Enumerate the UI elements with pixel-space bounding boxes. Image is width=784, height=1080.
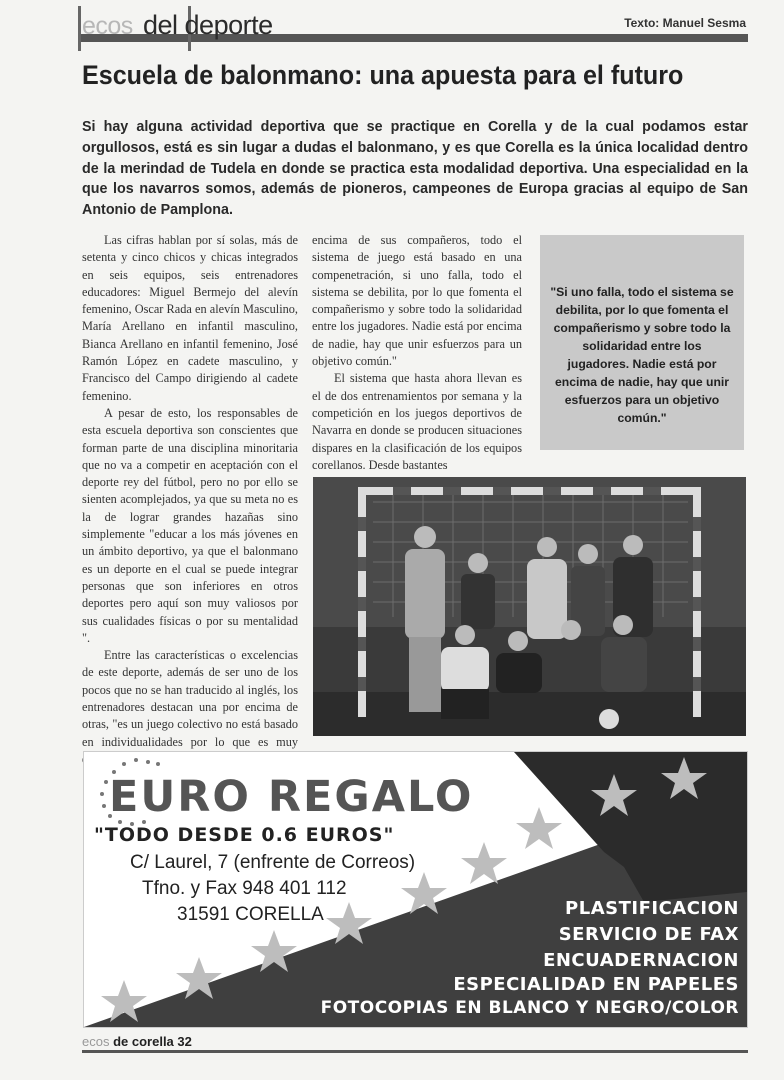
footer-rule (82, 1050, 748, 1053)
paragraph: El sistema que hasta ahora llevan es el de dos entrenamientos por semana y la competición en los juegos deportivos de Navarra en donde se producen situaciones dispares en la clasificación de los equipos corellanos. Desde bastantes (312, 371, 522, 472)
pull-quote-box (540, 235, 744, 450)
ad-service-item: SERVICIO DE FAX (558, 924, 739, 945)
paragraph: Las cifras hablan por sí solas, más de setenta y cinco chicos y chicas integrados en seis equipos, seis entrenadores educadores: Miguel Bermejo del alevín femenino, Oscar Rada en alevín Masculino, María Arellano en infantil masculino, Bianca Arellano en infantil femenino, José Ramón López en cadete masculino, y Francisco del Campo dirigiendo al cadete femenino. (82, 233, 298, 403)
article-column-2 (312, 232, 522, 474)
header-tick-mark (78, 6, 81, 51)
paragraph: A pesar de esto, los responsables de esta escuela deportiva son conscientes que forman parte de una disciplina minoritaria que no va a competir en aceptación con el deporte rey del fútbol, pero no por ello se sienten acomplejados, ya que su meta no es la de lograr grandes hazañas sino simplemente "educar a los más jóvenes en un ámbito deportivo, ya que el balonmano es un deporte en el cual se puede integrar personas que son inferiores en otros deportes pero aquí son muy valiosos por sus cualidades físicas o por su mentalidad ". (82, 405, 298, 645)
footer-ecos: ecos (82, 1034, 110, 1049)
ad-service-item: FOTOCOPIAS EN BLANCO Y NEGRO/COLOR (320, 998, 739, 1018)
paragraph: Entre las características o excelencias de este deporte, además de ser uno de los pocos que no se han traducido al inglés, los entrenadores destacan una por encima de otras, "es un juego colectivo no está basado en individualidades por lo que es muy (82, 648, 298, 749)
section-header (78, 6, 748, 46)
section-name-light: ecos (82, 12, 133, 40)
ad-address: C/ Laurel, 7 (enfrente de Correos) (130, 852, 416, 873)
section-name-dark: del deporte (143, 10, 273, 40)
team-photo (313, 477, 746, 736)
ad-slogan: "TODO DESDE 0.6 EUROS" (94, 824, 395, 846)
paragraph: encima de sus compañeros, todo el sistema de juego está basado en una compenetración, si uno falla, todo el sistema se debilita, por lo que fomenta el compañerismo y sobre todo la solidaridad entre los jugadores. Nadie está por encima de nadie, hay que unir esfuerzos para un objetivo común." (312, 233, 522, 369)
pull-quote-text: "Si uno falla, todo el sistema se debilita, por lo que fomenta el compañerismo y sobre todo la solidaridad entre los jugadores. Nadie está por encima de nadie, hay que unir esfuerzos para un objetivo común." (550, 285, 734, 425)
article-lead: Si hay alguna actividad deportiva que se practique en Corella y de la cual podamos estar orgullosos, está es sin lugar a dudas el balonmano, y es que Corella es la única localidad dentro de la merindad de Tudela en donde se practica esta modalidad deportiva. Una especialidad en la que los navarros somos, además de pioneros, campeones de Europa gracias al equipo de San Antonio de Pamplona. (82, 119, 748, 219)
team-photo-image (313, 477, 746, 736)
author-credit: Texto: Manuel Sesma (624, 16, 746, 30)
footer-page-label: de corella 32 (113, 1034, 192, 1049)
ad-service-item: PLASTIFICACION (565, 898, 739, 919)
ad-service-item: ENCUADERNACION (543, 950, 739, 971)
article-title: Escuela de balonmano: una apuesta para el futuro (82, 60, 684, 90)
article-column-1 (82, 232, 298, 768)
ad-brand-name: EURO REGALO (109, 772, 474, 822)
ad-zip-city: 31591 CORELLA (177, 904, 324, 925)
ad-phone: Tfno. y Fax 948 401 112 (142, 878, 347, 899)
ad-service-item: ESPECIALIDAD EN PAPELES (453, 974, 739, 995)
advertisement-euro-regalo (83, 751, 748, 1028)
page-footer (82, 1034, 192, 1049)
